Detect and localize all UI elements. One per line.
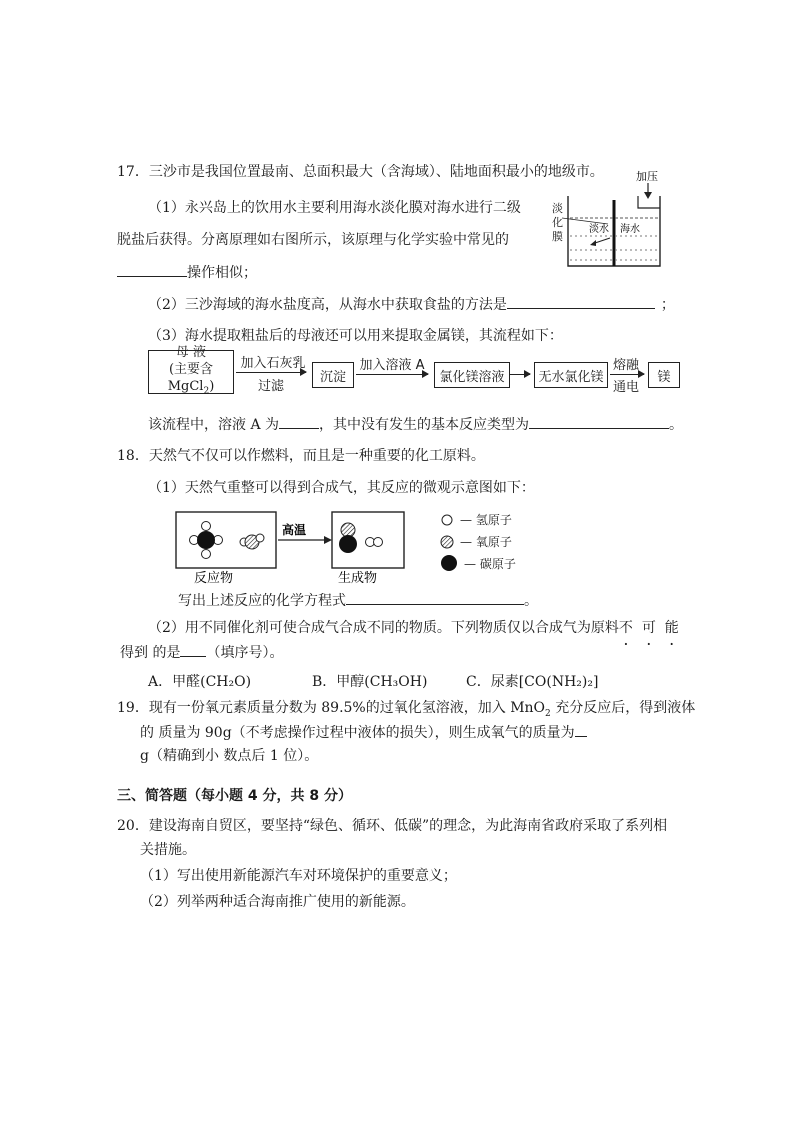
flow-step3-top: 熔融	[612, 358, 639, 373]
flow-arrowhead-icon	[590, 240, 596, 246]
hydrogen-atom	[256, 534, 264, 542]
flow-step1-bottom: 过滤	[257, 379, 284, 394]
flow-arrow-4	[610, 374, 644, 375]
flow-box-precipitate: 沉淀	[312, 362, 354, 388]
membrane-pointer	[562, 218, 608, 224]
flow-step3-bottom: 通电	[612, 380, 639, 395]
q17-part3: （3）海水提取粗盐后的母液还可以用来提取金属镁，其流程如下：	[148, 328, 563, 344]
piston	[638, 196, 660, 208]
fresh-water-label: 淡水	[589, 224, 609, 235]
answer-blank[interactable]	[507, 294, 655, 309]
reaction-diagram	[170, 508, 410, 586]
hydrogen-atom	[202, 522, 211, 531]
hydrogen-icon	[440, 513, 454, 527]
pressure-label: 加压	[636, 170, 658, 183]
legend-hydrogen: — 氢原子	[440, 511, 512, 528]
hydrogen-atom	[374, 538, 383, 547]
oxygen-atom	[341, 523, 355, 537]
legend-carbon: — 碳原子	[440, 554, 516, 572]
flow-arrow-1	[236, 372, 306, 373]
answer-blank[interactable]	[180, 642, 206, 657]
q17-part1-line3: 操作相似；	[117, 262, 257, 283]
q19-line2: 的 质量为 90g（不考虑操作过程中液体的损失），则生成氧气的质量为	[140, 722, 587, 743]
q20-line2: 关措施。	[140, 842, 196, 858]
q18-option-a[interactable]: A．甲醛(CH₂O)	[148, 674, 252, 690]
q18-part2-line1: （2）用不同催化剂可使合成气合成不同的物质。下列物质仅以合成气为原料不 可 能	[148, 620, 679, 636]
membrane-label-2: 化	[552, 216, 563, 229]
condition-label: 高温	[282, 523, 307, 537]
reactants-label: 反应物	[194, 571, 234, 586]
q20-line1: 20．建设海南自贸区，要坚持“绿色、循环、低碳”的理念，为此海南省政府采取了系列相	[117, 818, 668, 834]
hydrogen-atom	[202, 550, 211, 559]
carbon-atom	[197, 531, 215, 549]
q18-part1: （1）天然气重整可以得到合成气，其反应的微观示意图如下：	[148, 480, 535, 496]
flow-box-magnesium: 镁	[648, 362, 680, 388]
answer-blank[interactable]	[575, 722, 587, 737]
reaction-arrowhead-icon	[324, 536, 332, 544]
q18-equation-prompt: 写出上述反应的化学方程式 。	[178, 590, 538, 611]
legend-oxygen: — 氧原子	[440, 533, 512, 550]
answer-blank[interactable]	[117, 262, 187, 277]
answer-blank[interactable]	[346, 590, 524, 605]
q18-option-c[interactable]: C．尿素[CO(NH₂)₂]	[466, 674, 599, 690]
q18-option-b[interactable]: B．甲醇(CH₃OH)	[312, 674, 428, 690]
q20-part1: （1）写出使用新能源汽车对环境保护的重要意义；	[140, 868, 457, 884]
carbon-icon	[440, 554, 458, 572]
flow-box-mother-liquor: 母 液 (主要含 MgCl$_2$)	[148, 350, 234, 394]
section3-title: 三、简答题（每小题 4 分，共 8 分）	[117, 788, 352, 804]
answer-blank[interactable]	[529, 414, 669, 429]
sea-water-label: 海水	[620, 224, 640, 235]
desalination-figure	[548, 166, 668, 274]
carbon-atom	[339, 535, 357, 553]
pressure-arrowhead-icon	[644, 192, 652, 199]
flow-arrow-3	[510, 374, 530, 375]
q18-stem: 18．天然气不仅可以作燃料，而且是一种重要的化工原料。	[117, 448, 485, 464]
q19-line1: 19．现有一份氧元素质量分数为 89.5%的过氧化氢溶液，加入 MnO$_2$ 充分反应后，得到液体	[117, 700, 696, 719]
q17-conclusion: 该流程中，溶液 A 为 ，其中没有发生的基本反应类型为 。	[148, 414, 683, 435]
membrane-label-3: 膜	[552, 230, 563, 243]
answer-blank[interactable]	[279, 414, 319, 429]
q17-part1-line2: 脱盐后获得。分离原理如右图所示，该原理与化学实验中常见的	[117, 232, 509, 248]
q19-line3: g（精确到小 数点后 1 位）。	[140, 748, 319, 764]
flow-step1-top: 加入石灰乳	[240, 356, 306, 371]
flow-box-anhydrous-mgcl2: 无水氯化镁	[534, 362, 608, 388]
q17-part1-line1: （1）永兴岛上的饮用水主要利用海水淡化膜对海水进行二级	[148, 200, 521, 216]
flow-arrow-2	[356, 374, 428, 375]
q17-part2: （2）三沙海域的海水盐度高，从海水中获取食盐的方法是 ；	[148, 294, 675, 315]
membrane-label-1: 淡	[552, 202, 563, 215]
q20-part2: （2）列举两种适合海南推广使用的新能源。	[140, 894, 415, 910]
oxygen-icon	[440, 535, 454, 549]
q17-stem: 17．三沙市是我国位置最南、总面积最大（含海域）、陆地面积最小的地级市。	[117, 164, 604, 180]
flow-box-mgcl2-solution: 氯化镁溶液	[434, 362, 510, 388]
products-label: 生成物	[338, 571, 378, 586]
flow-step2-top: 加入溶液 A	[359, 358, 425, 373]
q18-part2-line2: 得到 的是 （填序号）。	[120, 642, 283, 663]
